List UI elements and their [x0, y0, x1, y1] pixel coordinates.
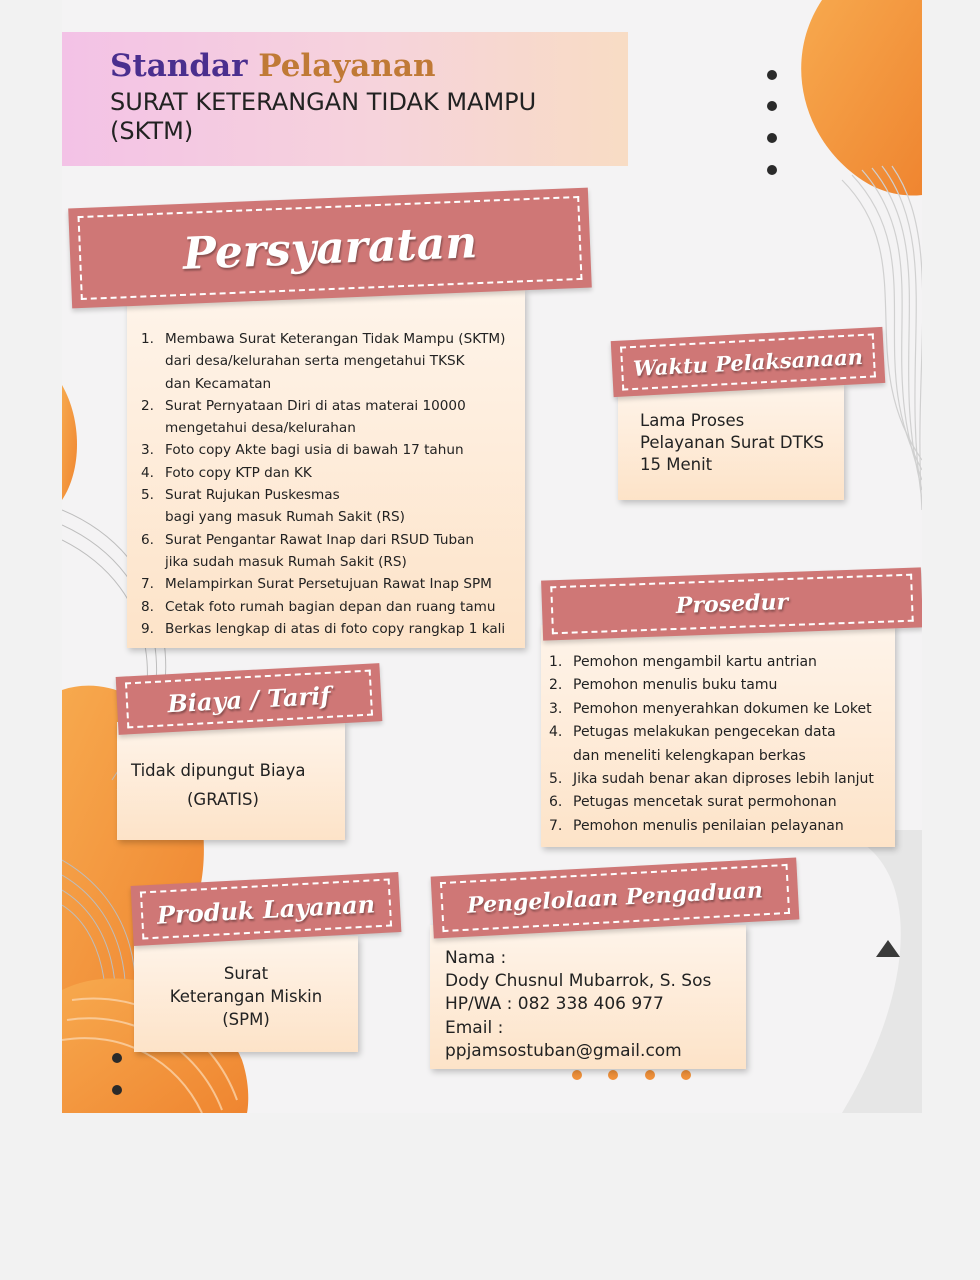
list-item	[549, 791, 874, 814]
waktu-heading: Waktu Pelaksanaan	[632, 343, 864, 381]
list-item-text: Petugas mencetak surat permohonan	[573, 794, 837, 811]
waktu-line-3: 15 Menit	[640, 455, 713, 474]
produk-text	[134, 962, 358, 1031]
list-item	[141, 395, 505, 417]
decor-dot-orange	[681, 1070, 691, 1080]
pengaduan-text	[445, 947, 711, 1063]
title-part-2: Pelayanan	[258, 48, 436, 84]
list-item	[549, 698, 874, 721]
list-item-number: 8.	[141, 598, 154, 615]
pengaduan-name: Dody Chusnul Mubarrok, S. Sos	[445, 971, 712, 992]
list-item	[549, 745, 874, 768]
list-item	[141, 462, 505, 484]
list-item	[141, 417, 505, 439]
list-item-text: mengetahui desa/kelurahan	[165, 420, 356, 437]
waktu-text	[640, 410, 824, 476]
waktu-card	[618, 384, 844, 500]
title-band	[62, 32, 628, 166]
waktu-line-1: Lama Proses	[640, 411, 745, 430]
title-part-1: Standar	[110, 48, 248, 84]
list-item	[141, 596, 505, 618]
produk-card	[134, 936, 358, 1052]
list-item-text: dan Kecamatan	[165, 375, 272, 392]
list-item-number: 7.	[141, 576, 154, 593]
subtitle-line-1: SURAT KETERANGAN TIDAK MAMPU	[110, 88, 537, 116]
pengaduan-phone: HP/WA : 082 338 406 977	[445, 994, 664, 1015]
list-item	[141, 439, 505, 461]
produk-line-2: Keterangan Miskin	[169, 987, 323, 1006]
list-item	[549, 815, 874, 838]
list-item-text: Jika sudah benar akan diproses lebih lanjut	[573, 771, 874, 788]
list-item-number: 3.	[141, 442, 154, 459]
list-item-text: Pemohon menulis buku tamu	[573, 677, 778, 694]
list-item-text: Pemohon menyerahkan dokumen ke Loket	[573, 700, 872, 717]
pengaduan-email: ppjamsostuban@gmail.com	[445, 1040, 682, 1061]
list-item-text: Foto copy KTP dan KK	[165, 464, 312, 481]
waktu-line-2: Pelayanan Surat DTKS	[640, 433, 824, 452]
biaya-heading: Biaya / Tarif	[166, 680, 332, 718]
decor-dot-orange	[608, 1070, 618, 1080]
decor-dot-orange	[645, 1070, 655, 1080]
list-item	[141, 529, 505, 551]
list-item-text: dari desa/kelurahan serta mengetahui TKSK	[165, 353, 465, 370]
list-item-text: Pemohon mengambil kartu antrian	[573, 654, 817, 670]
list-item-text: jika sudah masuk Rumah Sakit (RS)	[165, 553, 407, 570]
produk-line-3: (SPM)	[222, 1010, 270, 1029]
biaya-text	[131, 756, 331, 814]
list-item-number: 1.	[141, 331, 154, 347]
pengaduan-name-label: Nama :	[445, 948, 507, 968]
list-item	[141, 618, 505, 640]
biaya-line-2: (GRATIS)	[187, 790, 259, 809]
list-item-text: Membawa Surat Keterangan Tidak Mampu (SKTM)	[165, 331, 506, 347]
poster	[62, 0, 922, 1113]
list-item-text: Petugas melakukan pengecekan data	[573, 724, 836, 741]
page-title	[110, 48, 436, 84]
biaya-card	[117, 722, 345, 840]
produk-heading: Produk Layanan	[156, 888, 376, 930]
list-item-number: 5.	[141, 487, 154, 504]
list-item-text: Pemohon menulis penilaian pelayanan	[573, 817, 844, 834]
subtitle-line-2: (SKTM)	[110, 117, 194, 145]
list-item-text: bagi yang masuk Rumah Sakit (RS)	[165, 509, 405, 526]
persyaratan-card	[127, 290, 525, 648]
persyaratan-ribbon	[68, 188, 592, 309]
decor-dot	[767, 70, 777, 80]
list-item-number: 9.	[141, 620, 154, 637]
decor-dot-orange	[572, 1070, 582, 1080]
list-item-text: Surat Pernyataan Diri di atas materai 10000	[165, 397, 466, 414]
list-item-text: Surat Pengantar Rawat Inap dari RSUD Tuban	[165, 531, 475, 548]
pengaduan-card	[430, 925, 746, 1069]
prosedur-heading: Prosedur	[675, 589, 789, 619]
list-item	[141, 551, 505, 573]
list-item	[141, 573, 505, 595]
list-item-number: 4.	[549, 724, 563, 741]
list-item	[141, 506, 505, 528]
list-item	[549, 721, 874, 744]
list-item-number: 2.	[549, 677, 563, 694]
list-item-number: 4.	[141, 464, 154, 481]
biaya-line-1: Tidak dipungut Biaya	[131, 761, 306, 780]
list-item-number: 7.	[549, 817, 563, 834]
decor-dot	[767, 165, 777, 175]
prosedur-card	[541, 625, 895, 847]
produk-line-1: Surat	[223, 964, 269, 983]
list-item-number: 5.	[549, 771, 563, 788]
prosedur-list	[549, 651, 874, 838]
decor-dot	[112, 1085, 122, 1095]
list-item-number: 1.	[549, 654, 563, 670]
list-item-text: Berkas lengkap di atas di foto copy rangkap 1 kali	[165, 620, 506, 637]
page-subtitle	[110, 88, 536, 146]
list-item-text: Cetak foto rumah bagian depan dan ruang tamu	[165, 598, 496, 615]
decor-dot	[112, 1053, 122, 1063]
list-item	[141, 328, 505, 350]
list-item-number: 2.	[141, 397, 154, 414]
decor-dot	[767, 101, 777, 111]
list-item	[141, 484, 505, 506]
list-item-number: 6.	[141, 531, 154, 548]
decor-dot	[767, 133, 777, 143]
list-item-text: Foto copy Akte bagi usia di bawah 17 tahun	[165, 442, 464, 459]
persyaratan-heading: Persyaratan	[181, 216, 479, 280]
list-item-text: Melampirkan Surat Persetujuan Rawat Inap SPM	[165, 576, 492, 593]
list-item	[549, 768, 874, 791]
list-item-text: dan meneliti kelengkapan berkas	[573, 747, 806, 764]
list-item	[549, 651, 874, 674]
persyaratan-list	[141, 328, 505, 640]
list-item-number: 3.	[549, 700, 563, 717]
pengaduan-email-label: Email :	[445, 1017, 504, 1038]
list-item-text: Surat Rujukan Puskesmas	[165, 487, 340, 504]
list-item	[141, 373, 505, 395]
list-item	[141, 350, 505, 372]
pengaduan-heading: Pengelolaan Pengaduan	[466, 877, 764, 919]
list-item	[549, 674, 874, 697]
list-item-number: 6.	[549, 794, 563, 811]
